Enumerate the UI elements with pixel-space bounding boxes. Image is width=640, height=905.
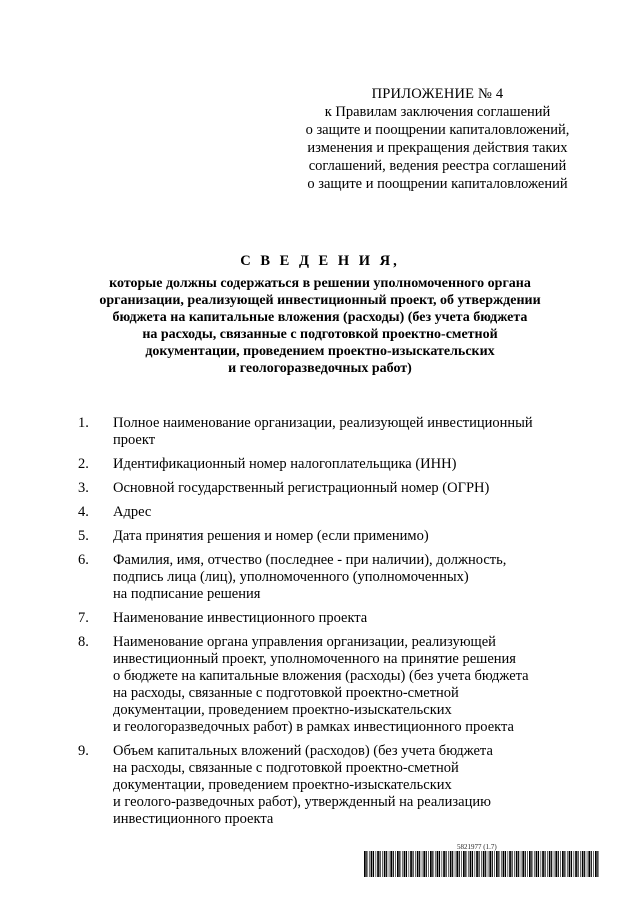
item-text-line: Адрес: [113, 504, 152, 520]
item-text-line: на подписание решения: [113, 586, 261, 602]
item-number: 8.: [78, 634, 89, 650]
item-text-line: о бюджете на капитальные вложения (расходы) (без учета бюджета: [113, 668, 529, 684]
item-text: [113, 456, 598, 473]
item-text-line: подпись лица (лиц), уполномоченного (уполномоченных): [113, 569, 469, 585]
item-text-line: на расходы, связанные с подготовкой проектно-сметной: [113, 760, 459, 776]
list-item: [78, 743, 598, 828]
item-text-line: Полное наименование организации, реализующей инвестиционный: [113, 415, 533, 431]
subheading-line: документации, проведением проектно-изыскательских: [145, 344, 495, 359]
barcode-icon: [364, 851, 600, 877]
appendix-line: к Правилам заключения соглашений: [324, 104, 551, 120]
item-text: [113, 504, 598, 521]
item-text-line: документации, проведением проектно-изыскательских: [113, 702, 452, 718]
subheading-line: которые должны содержаться в решении уполномоченного органа: [109, 276, 531, 291]
list-item: [78, 610, 598, 627]
list-item: [78, 415, 598, 449]
appendix-line: о защите и поощрении капиталовложений: [307, 176, 568, 192]
item-text-line: и геологоразведочных работ) в рамках инвестиционного проекта: [113, 719, 514, 735]
appendix-line: соглашений, ведения реестра соглашений: [308, 158, 567, 174]
item-number: 2.: [78, 456, 89, 472]
item-text-line: Основной государственный регистрационный номер (ОГРН): [113, 480, 490, 496]
item-text-line: инвестиционного проекта: [113, 811, 274, 827]
document-heading: С В Е Д Е Н И Я,: [240, 253, 400, 269]
requirements-list: [78, 415, 598, 835]
list-item: [78, 552, 598, 603]
appendix-title: ПРИЛОЖЕНИЕ № 4: [371, 86, 504, 102]
item-text-line: Наименование органа управления организации, реализующей: [113, 634, 496, 650]
item-text-line: документации, проведением проектно-изыскательских: [113, 777, 452, 793]
list-item: [78, 528, 598, 545]
document-subheading: [60, 275, 580, 377]
list-item: [78, 634, 598, 736]
item-text: [113, 743, 598, 828]
item-text: [113, 528, 598, 545]
list-item: [78, 456, 598, 473]
item-text: [113, 480, 598, 497]
item-text-line: Идентификационный номер налогоплательщика (ИНН): [113, 456, 457, 472]
item-text-line: Объем капитальных вложений (расходов) (без учета бюджета: [113, 743, 493, 759]
appendix-header: [270, 85, 605, 193]
item-text-line: на расходы, связанные с подготовкой проектно-сметной: [113, 685, 459, 701]
item-number: 4.: [78, 504, 89, 520]
item-number: 7.: [78, 610, 89, 626]
subheading-line: бюджета на капитальные вложения (расходы) (без учета бюджета: [112, 310, 528, 325]
subheading-line: и геологоразведочных работ): [228, 361, 412, 376]
item-text: [113, 634, 598, 736]
item-number: 5.: [78, 528, 89, 544]
item-number: 3.: [78, 480, 89, 496]
item-number: 1.: [78, 415, 89, 431]
list-item: [78, 504, 598, 521]
item-text: [113, 415, 598, 449]
list-item: [78, 480, 598, 497]
document-code: 5821977 (1.7): [457, 843, 497, 851]
item-text: [113, 552, 598, 603]
item-text-line: Фамилия, имя, отчество (последнее - при наличии), должность,: [113, 552, 507, 568]
item-text-line: инвестиционный проект, уполномоченного на принятие решения: [113, 651, 516, 667]
item-text-line: Наименование инвестиционного проекта: [113, 610, 368, 626]
item-text-line: проект: [113, 432, 156, 448]
item-text-line: и геолого-разведочных работ), утвержденный на реализацию: [113, 794, 491, 810]
subheading-line: на расходы, связанные с подготовкой проектно-сметной: [142, 327, 498, 342]
item-number: 6.: [78, 552, 89, 568]
item-number: 9.: [78, 743, 89, 759]
item-text: [113, 610, 598, 627]
item-text-line: Дата принятия решения и номер (если применимо): [113, 528, 429, 544]
appendix-line: изменения и прекращения действия таких: [307, 140, 568, 156]
subheading-line: организации, реализующей инвестиционный проект, об утверждении: [99, 293, 541, 308]
appendix-line: о защите и поощрении капиталовложений,: [305, 122, 570, 138]
